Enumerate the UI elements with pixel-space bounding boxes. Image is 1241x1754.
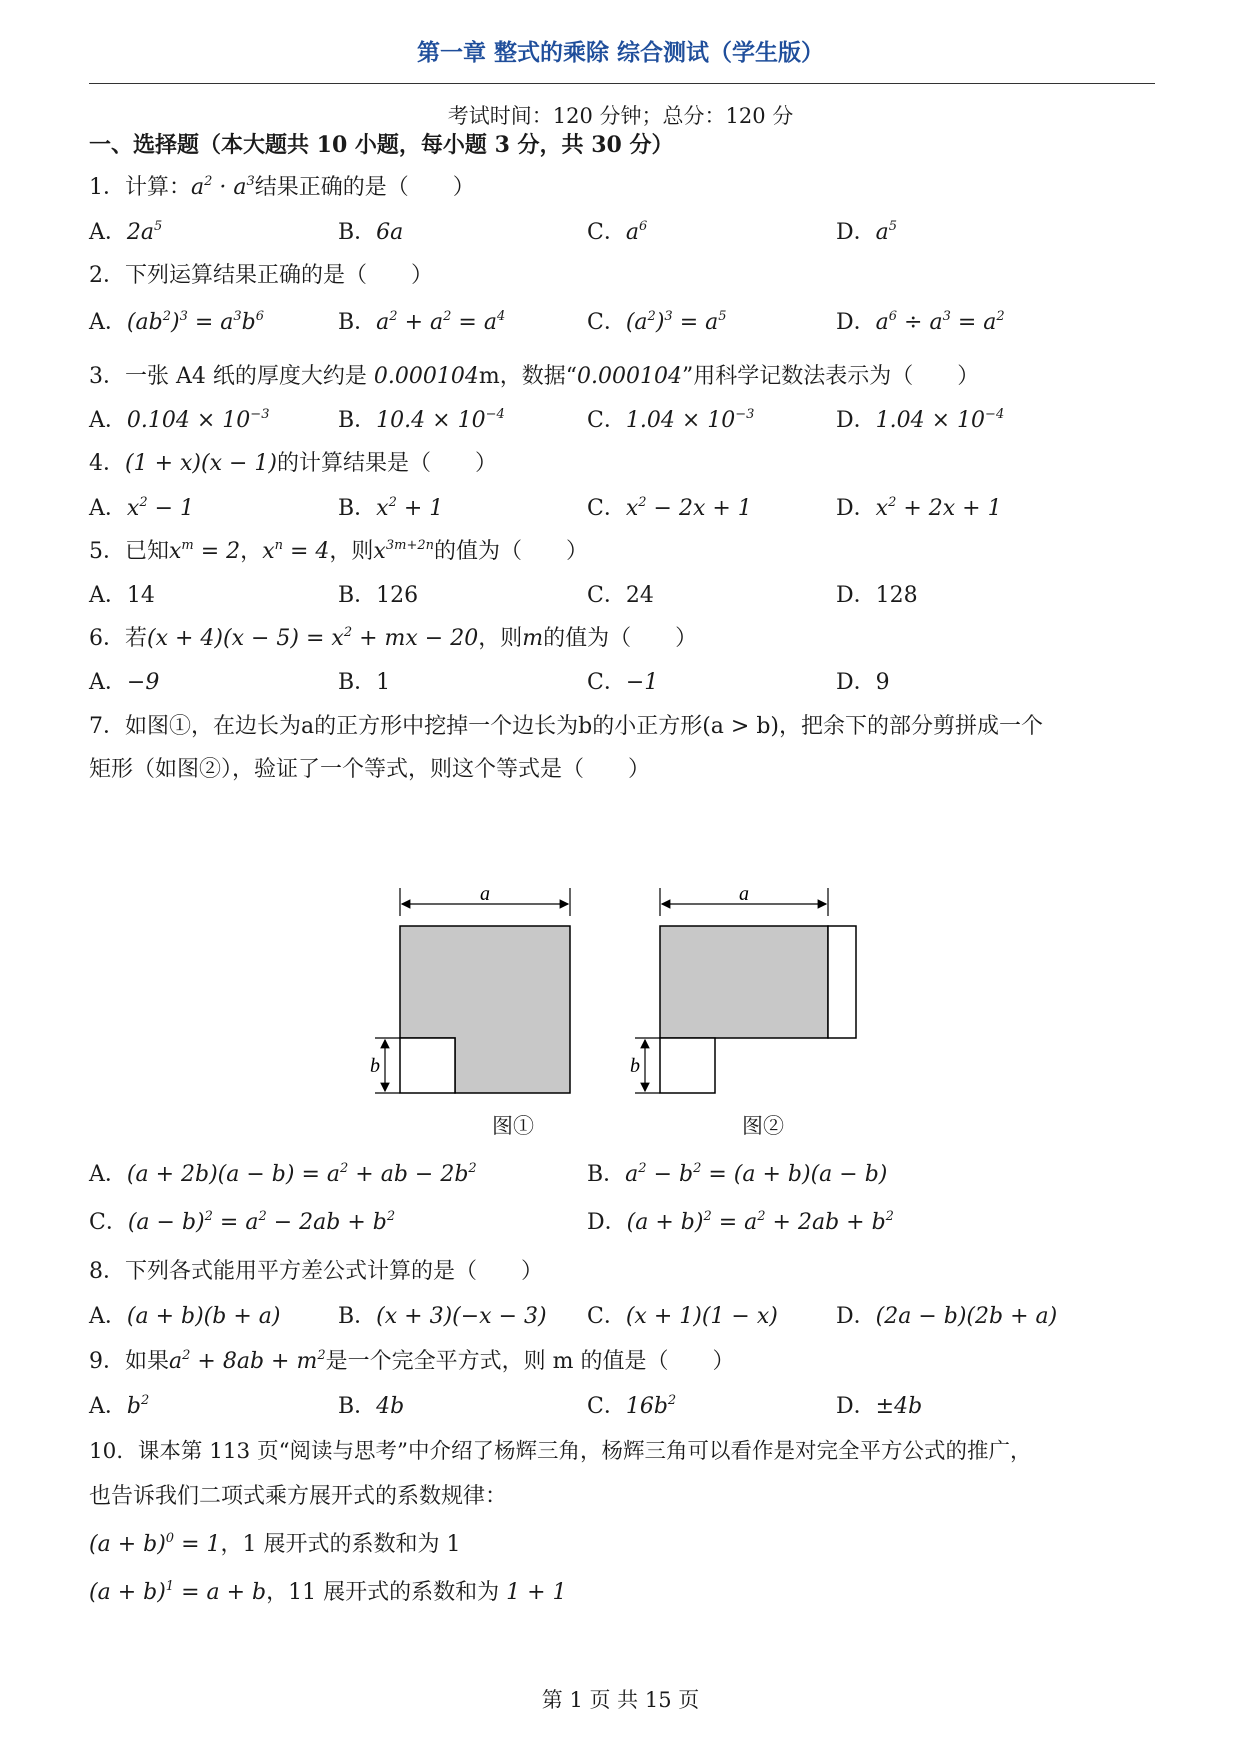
q9-option-a: A．$b^2$ — [89, 1393, 150, 1419]
section-heading: 一、选择题（本大题共 10 小题，每小题 3 分，共 30 分） — [89, 132, 674, 158]
q6-c-value: −1 — [625, 670, 659, 695]
q6-option-c: C．−1 — [587, 670, 659, 695]
question-10-line3: $(a + b)^0 = 1$，1 展开式的系数和为 1 — [89, 1531, 461, 1557]
q8-option-b: B．(x + 3)(−x − 3) — [338, 1304, 547, 1329]
q3-b-exp: −4 — [485, 407, 505, 422]
q5-option-d: D．128 — [836, 583, 918, 608]
q9-option-d: D．±4b — [836, 1394, 923, 1419]
q1-option-c: C．$a^6$ — [587, 219, 648, 245]
q5-d-value: 128 — [875, 583, 918, 608]
question-8: 8．下列各式能用平方差公式计算的是（ ） — [89, 1259, 543, 1284]
q6-stem-a: 6．若 — [89, 626, 147, 651]
q8-a-expr: (a + b)(b + a) — [126, 1304, 281, 1329]
document-title: 第一章 整式的乘除 综合测试（学生版） — [416, 40, 824, 66]
q1-option-b: B．6a — [338, 220, 404, 245]
q3-option-d: D．$1.04 \times 10^{-4}$ — [836, 407, 1005, 433]
q3-value-quoted: 0.000104 — [576, 364, 682, 389]
q4-option-a: A．$x^2 - 1$ — [89, 495, 195, 521]
exam-meta: 考试时间：120 分钟；总分：120 分 — [447, 104, 794, 128]
q3-d-exp: −4 — [985, 407, 1005, 422]
q10-line3-suffix: ，1 展开式的系数和为 1 — [220, 1532, 461, 1557]
q4-stem-suffix: 的计算结果是（ ） — [276, 451, 497, 476]
question-9: 9．如果$a^2 + 8ab + m^2$是一个完全平方式，则 m 的值是（ ） — [89, 1348, 735, 1374]
q3-stem-b: m，数据“ — [478, 364, 577, 389]
question-2: 2．下列运算结果正确的是（ ） — [89, 263, 433, 288]
question-3 — [89, 362, 979, 392]
question-10-line4: $(a + b)^1 = a + b$，11 展开式的系数和为 1 + 1 — [89, 1579, 567, 1605]
page-footer: 第 1 页 共 15 页 — [541, 1688, 700, 1712]
question-4: 4．(1 + x)(x − 1)的计算结果是（ ） — [89, 451, 497, 476]
q5-stem-b: ，则 — [329, 539, 374, 564]
q9-option-c: C．$16b^2$ — [587, 1393, 677, 1419]
q2-option-a: A．$(ab^2)^3 = a^3b^6$ — [89, 309, 265, 335]
q8-option-c: C．(x + 1)(1 − x) — [587, 1304, 778, 1329]
q3-d-base: 1.04 × 10 — [875, 408, 986, 433]
q3-c-exp: −3 — [735, 407, 755, 422]
q3-stem-a: 3．一张 A4 纸的厚度大约是 — [89, 364, 374, 389]
q6-b-value: 1 — [376, 670, 391, 695]
q1-stem-suffix: 结果正确的是（ ） — [254, 175, 475, 200]
fig1-label-b: b — [370, 1055, 380, 1077]
q3-value: 0.000104 — [373, 364, 479, 389]
fig2-label-a: a — [739, 888, 749, 905]
fig2-label-b: b — [630, 1055, 640, 1077]
q7-option-b: B．$a^2 - b^2 = (a + b)(a - b)$ — [587, 1161, 888, 1187]
figure-2 — [630, 888, 856, 1093]
q10-line4-suffix: ，11 展开式的系数和为 — [266, 1580, 507, 1605]
q2-option-d: D．$a^6 \div a^3 = a^2$ — [836, 309, 1005, 335]
q1-option-d: D．$a^5$ — [836, 219, 898, 245]
q5-option-a: A．14 — [89, 583, 155, 608]
q4-option-b: B．$x^2 + 1$ — [338, 495, 444, 521]
q3-c-base: 1.04 × 10 — [625, 408, 736, 433]
q6-stem-b: ，则 — [478, 626, 523, 651]
fig1-label-a: a — [480, 888, 490, 905]
q2-option-b: B．$a^2 + a^2 = a^4$ — [338, 309, 506, 335]
q2-option-c: C．$(a^2)^3 = a^5$ — [587, 309, 727, 335]
q3-b-base: 10.4 × 10 — [376, 408, 486, 433]
question-6: 6．若$(x + 4)(x - 5) = x^2$ + mx − 20，则m的值为（ ） — [89, 625, 698, 651]
question-7-line2: 矩形（如图②），验证了一个等式，则这个等式是（ ） — [89, 757, 651, 782]
q5-option-c: C．24 — [587, 583, 654, 608]
q8-b-expr: (x + 3)(−x − 3) — [376, 1304, 547, 1329]
q9-option-b: B．4b — [338, 1394, 405, 1419]
q6-option-a: A．−9 — [89, 670, 160, 695]
q6-stem-c: 的值为（ ） — [543, 626, 698, 651]
q3-stem-c: ”用科学记数法表示为（ ） — [681, 364, 980, 389]
q8-c-expr: (x + 1)(1 − x) — [625, 1304, 778, 1329]
question-7-line1: 7．如图①，在边长为a的正方形中挖掉一个边长为b的小正方形(a > b)，把余下的部分剪拼成一个 — [89, 714, 1043, 739]
q6-option-d: D．9 — [836, 670, 890, 695]
q9-stem-a: 9．如果 — [89, 1349, 169, 1374]
figure-1 — [370, 888, 570, 1093]
q6-a-value: −9 — [126, 670, 160, 695]
q8-option-d: D．(2a − b)(2b + a) — [836, 1304, 1058, 1329]
q5-stem-c: 的值为（ ） — [433, 539, 588, 564]
question-1: 1．计算：$a^2 \cdot a^3$结果正确的是（ ） — [89, 174, 475, 200]
q3-option-c: C．$1.04 \times 10^{-3}$ — [587, 407, 755, 433]
q8-d-expr: (2a − b)(2b + a) — [875, 1304, 1058, 1329]
q5-option-b: B．126 — [338, 583, 419, 608]
header-rule — [89, 83, 1155, 84]
q7-figures — [370, 888, 870, 1098]
fig1-caption: 图① — [492, 1114, 534, 1138]
question-5: 5．已知$x^m = 2$，$x^n = 4$，则$x^{3m+2n}$的值为（ ） — [89, 538, 588, 564]
q3-option-b: B．$10.4 \times 10^{-4}$ — [338, 407, 505, 433]
q7-option-c: C．$(a - b)^2 = a^2 - 2ab + b^2$ — [89, 1209, 396, 1235]
q4-option-c: C．$x^2 - 2x + 1$ — [587, 495, 752, 521]
q1-option-a: A．$2a^5$ — [89, 219, 163, 245]
q6-d-value: 9 — [875, 670, 890, 695]
q9-stem-b: 是一个完全平方式，则 m 的值是（ ） — [325, 1349, 735, 1374]
q3-option-a: A．$0.104 \times 10^{-3}$ — [89, 407, 270, 433]
q7-option-a: A．$(a + 2b)(a - b) = a^2$ + ab − $2b^2$ — [89, 1161, 477, 1187]
q6-option-b: B．1 — [338, 670, 391, 695]
q3-a-exp: −3 — [250, 407, 270, 422]
question-10-line1: 10．课本第 113 页“阅读与思考”中介绍了杨辉三角，杨辉三角可以看作是对完全平方公式的推广， — [89, 1439, 1032, 1464]
q5-b-value: 126 — [376, 583, 419, 608]
q5-stem-a: 5．已知 — [89, 539, 169, 564]
fig2-caption: 图② — [742, 1114, 784, 1138]
q3-a-base: 0.104 × 10 — [126, 408, 251, 433]
q5-c-value: 24 — [625, 583, 654, 608]
q4-option-d: D．$x^2 + 2x + 1$ — [836, 495, 1002, 521]
q7-option-d: D．$(a + b)^2 = a^2 + 2ab + b^2$ — [587, 1209, 894, 1235]
question-10-line2: 也告诉我们二项式乘方展开式的系数规律： — [89, 1484, 508, 1509]
q8-option-a: A．(a + b)(b + a) — [89, 1304, 281, 1329]
q5-a-value: 14 — [126, 583, 155, 608]
q1-stem-prefix: 1．计算： — [89, 175, 191, 200]
